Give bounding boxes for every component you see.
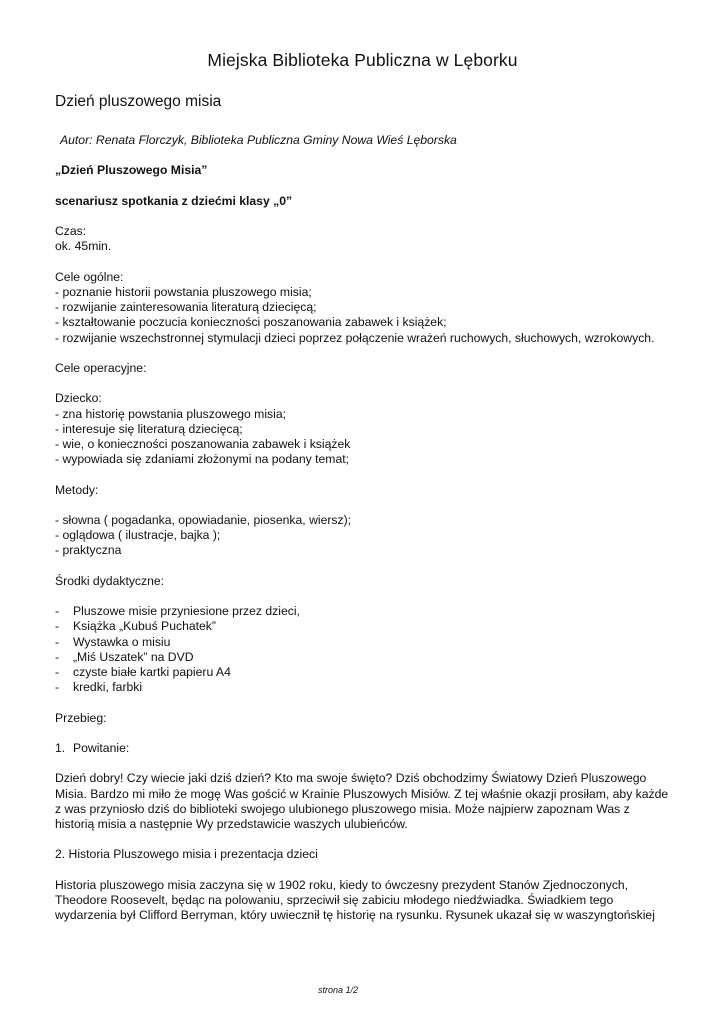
child-label: Dziecko: [55, 391, 102, 406]
article-author: Autor: Renata Florczyk, Biblioteka Publiczna Gminy Nowa Wieś Lęborska [60, 133, 457, 147]
list-dash: - [55, 680, 60, 695]
paragraph-line: Historia pluszowego misia zaczyna się w 1902 roku, kiedy to ówczesny prezydent Stanów Zjednoczonych, [55, 877, 629, 892]
paragraph-line: Dzień dobry! Czy wiecie jaki dziś dzień? Kto ma swoje święto? Dziś obchodzimy Światowy Dzień Pluszowego [55, 771, 647, 786]
list-item: - zna historię powstania pluszowego misia; [55, 406, 286, 421]
list-item: - wie, o konieczności poszanowania zabawek i książek [55, 436, 351, 451]
list-item: - oglądowa ( ilustracje, bajka ); [55, 528, 221, 543]
list-item [55, 619, 680, 634]
list-item [55, 680, 680, 695]
means-label: Środki dydaktyczne: [55, 573, 165, 588]
article-subtitle: scenariusz spotkania z dziećmi klasy „0” [55, 193, 293, 208]
paragraph-line: z was przyniosło dziś do biblioteki swojego ulubionego pluszowego misia. Może najpierw zapoznam Was z [55, 801, 630, 816]
article-body [55, 133, 680, 923]
list-item: - interesuje się literaturą dziecięcą; [55, 421, 243, 436]
list-item: - praktyczna [55, 543, 122, 558]
paragraph-line: Misia. Bardzo mi miło że mogę Was gościć w Krainie Pluszowych Misiów. Z tej właśnie okazji prosiłam, aby każde [55, 786, 669, 801]
page-heading: Dzień pluszowego misia [55, 93, 222, 110]
step-number: 1. [55, 740, 66, 755]
methods-label: Metody: [55, 482, 99, 497]
list-dash: - [55, 604, 60, 619]
list-item: - wypowiada się zdaniami złożonymi na podany temat; [55, 452, 349, 467]
course-label: Przebieg: [55, 710, 107, 725]
time-value: ok. 45min. [55, 239, 112, 254]
list-item-text: Pluszowe misie przyniesione przez dzieci, [73, 604, 300, 619]
list-item [55, 604, 680, 619]
list-item: - rozwijanie wszechstronnej stymulacji dzieci poprzez połączenie wrażeń ruchowych, słuchowych, wzrokowych. [55, 330, 655, 345]
paragraph-line: historią misia a następnie Wy przedstawicie waszych ulubieńców. [55, 816, 408, 831]
article-title: „Dzień Pluszowego Misia” [55, 163, 208, 178]
list-dash: - [55, 649, 60, 664]
step-label: Powitanie: [73, 740, 130, 755]
operational-goals-label: Cele operacyjne: [55, 360, 147, 375]
list-item-text: Wystawka o misiu [73, 634, 171, 649]
step-heading: 2. Historia Pluszowego misia i prezentacja dzieci [55, 847, 318, 862]
general-goals-label: Cele ogólne: [55, 269, 124, 284]
list-item: - słowna ( pogadanka, opowiadanie, piosenka, wiersz); [55, 512, 352, 527]
list-item [55, 635, 680, 650]
time-label: Czas: [55, 224, 87, 239]
numbered-step [55, 741, 680, 756]
list-item: - rozwijanie zainteresowania literaturą dziecięcą; [55, 300, 317, 315]
site-title: Miejska Biblioteka Publiczna w Lęborku [207, 50, 518, 70]
list-item-text: czyste białe kartki papieru A4 [73, 664, 231, 679]
paragraph-line: wydarzenia był Clifford Berryman, który uwiecznił tę historię na rysunku. Rysunek ukazał się w waszyngtońskiej [55, 908, 655, 923]
paragraph-line: Theodore Roosevelt, będąc na polowaniu, sprzeciwił się zabiciu młodego niedźwiadka. Świadkiem tego [55, 892, 614, 907]
list-item: - poznanie historii powstania pluszowego misia; [55, 284, 312, 299]
page-number: strona 1/2 [318, 985, 359, 995]
list-item: - kształtowanie poczucia konieczności poszanowania zabawek i książek; [55, 315, 447, 330]
list-item [55, 650, 680, 665]
list-dash: - [55, 634, 60, 649]
list-dash: - [55, 619, 60, 634]
list-item-text: „Miś Uszatek” na DVD [73, 649, 194, 664]
list-item-text: kredki, farbki [73, 680, 143, 695]
list-dash: - [55, 664, 60, 679]
list-item-text: Książka „Kubuś Puchatek” [73, 619, 216, 634]
list-item [55, 665, 680, 680]
